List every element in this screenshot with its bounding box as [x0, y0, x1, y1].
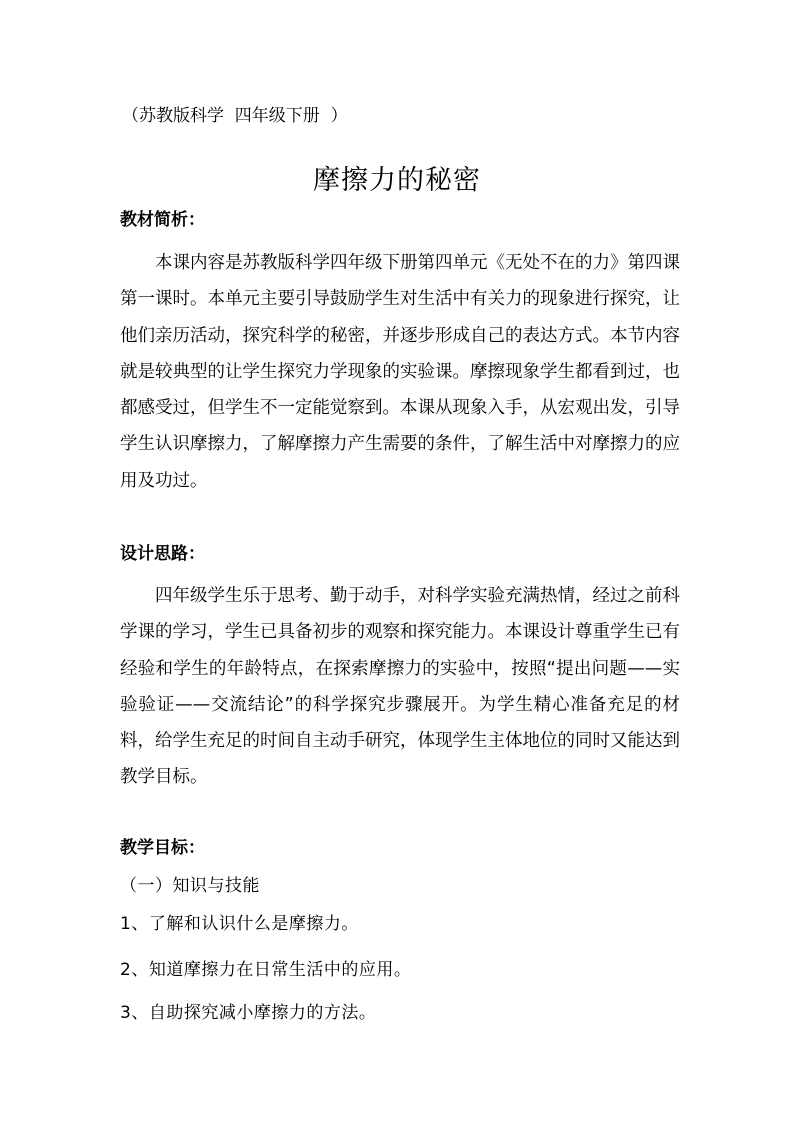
section-heading-design-idea: 设计思路： [120, 544, 205, 564]
paragraph-textbook-analysis: 本课内容是苏教版科学四年级下册第四单元《无处不在的力》第四课第一课时。本单元主要引导鼓励学生对生活中有关力的现象进行探究，让他们亲历活动，探究科学的秘密，并逐步形成自己的表达方式。本节内容就是较典型的让学生探究力学现象的实验课。摩擦现象学生都看到过，也都感受过，但学生不一定能觉察到。本课从现象入手，从宏观出发，引导学生认识摩擦力，了解摩擦力产生需要的条件，了解生活中对摩擦力的应用及功过。 [120, 253, 680, 491]
teaching-goal-item-1: 1、了解和认识什么是摩擦力。 [120, 914, 359, 934]
document-subtitle: （苏教版科学 四年级下册 ） [122, 106, 348, 126]
paragraph-design-idea: 四年级学生乐于思考、勤于动手，对科学实验充满热情，经过之前科学课的学习，学生已具备初步的观察和探究能力。本课设计尊重学生已有经验和学生的年龄特点，在探索摩擦力的实验中，按照“提出问题——实验验证——交流结论”的科学探究步骤展开。为学生精心准备充足的材料，给学生充足的时间自主动手研究，体现学生主体地位的同时又能达到教学目标。 [120, 586, 680, 788]
section-heading-teaching-goals: 教学目标： [120, 838, 205, 858]
teaching-goal-item-2: 2、知道摩擦力在日常生活中的应用。 [120, 960, 412, 980]
teaching-goal-item-3: 3、自助探究减小摩擦力的方法。 [120, 1003, 377, 1023]
section-heading-textbook-analysis: 教材简析： [120, 210, 205, 230]
document-title: 摩擦力的秘密 [313, 165, 481, 196]
teaching-goals-subheading: （一）知识与技能 [120, 876, 260, 896]
